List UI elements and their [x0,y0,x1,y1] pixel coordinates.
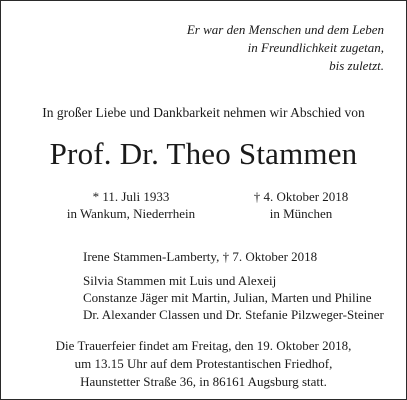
intro-text: In großer Liebe und Dankbarkeit nehmen wir Abschied von [42,105,365,120]
motto-line: bis zuletzt. [329,58,384,73]
death-date: † 4. Oktober 2018 [253,189,349,204]
spouse-line: Irene Stammen-Lamberty, † 7. Oktober 2018 [83,249,318,264]
funeral-line: um 13.15 Uhr auf dem Protestantischen Friedhof, [74,356,333,371]
family-member: Constanze Jäger mit Martin, Julian, Marten und Philine [83,290,372,305]
death-info [236,188,366,222]
birth-date: * 11. Juli 1933 [92,189,170,204]
motto-quote [187,21,384,75]
motto-line: in Freundlichkeit zugetan, [247,40,384,55]
birth-place: in Wankum, Niederrhein [66,206,196,221]
birth-info [51,188,211,222]
funeral-info [1,337,406,391]
funeral-line: Die Trauerfeier findet am Freitag, den 19. Oktober 2018, [55,338,352,353]
death-place: in München [269,206,333,221]
deceased-name: Prof. Dr. Theo Stammen [49,136,358,171]
motto-line: Er war den Menschen und dem Leben [186,22,384,37]
family-list [83,272,384,323]
family-member: Silvia Stammen mit Luis und Alexeij [83,273,277,288]
family-member: Dr. Alexander Classen und Dr. Stefanie Pilzweger-Steiner [83,307,384,322]
funeral-line: Haunstetter Straße 36, in 86161 Augsburg statt. [80,374,327,389]
